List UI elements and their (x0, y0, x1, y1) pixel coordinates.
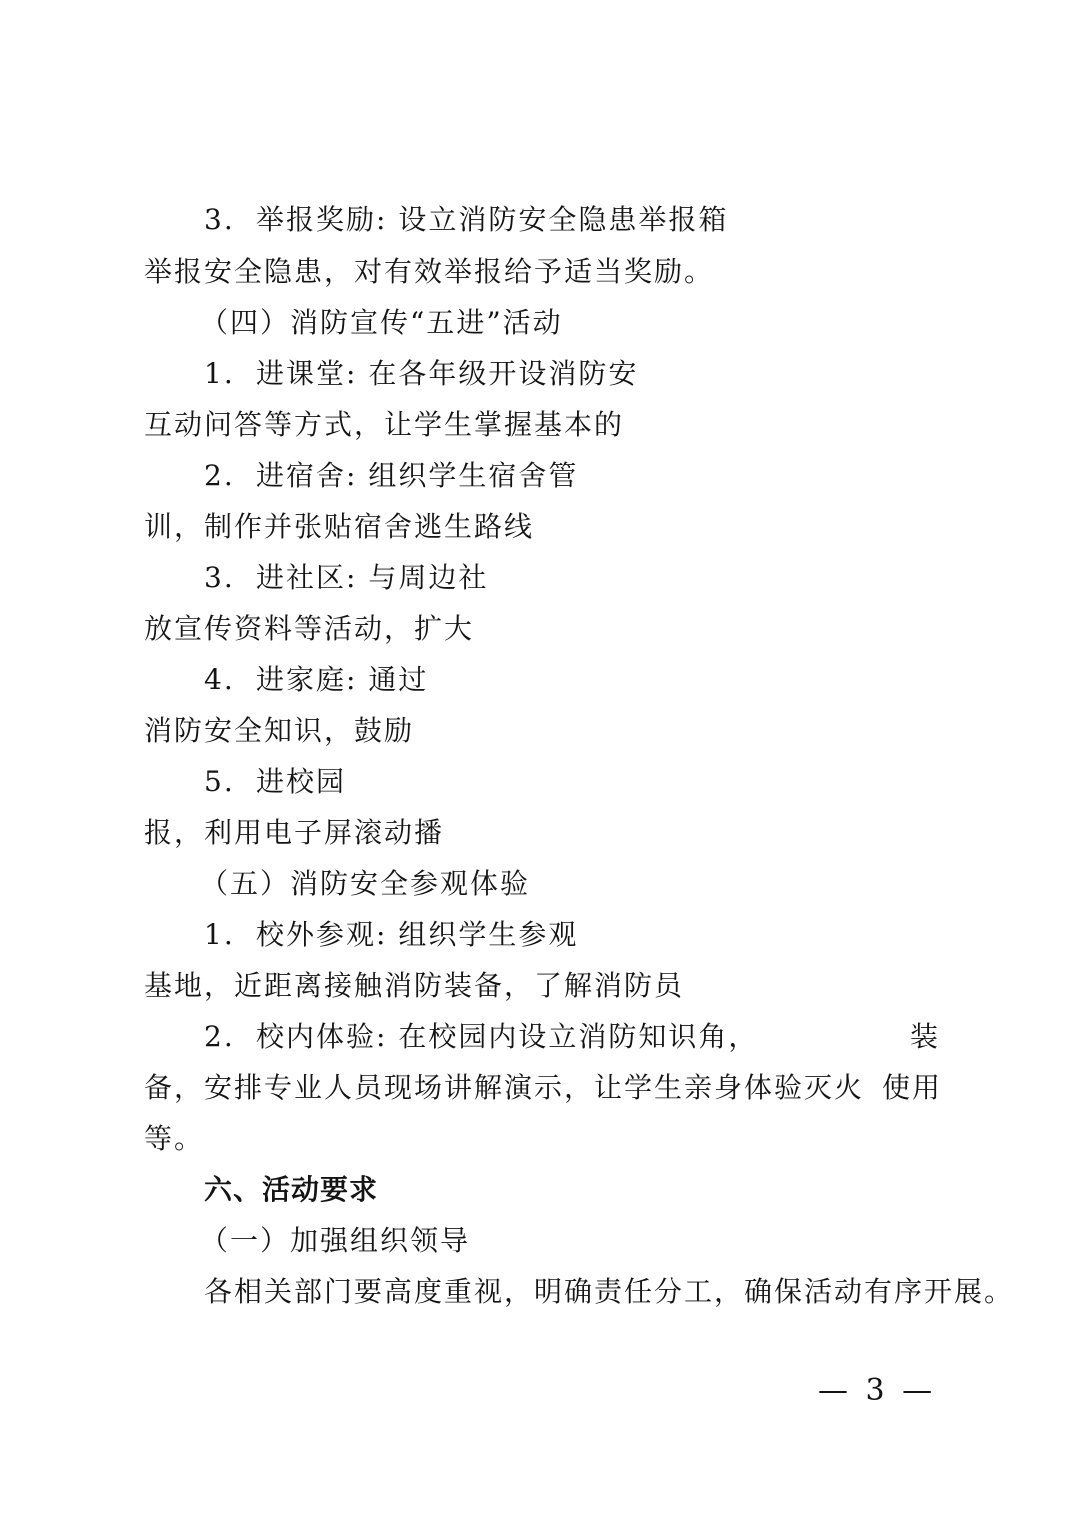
paragraph-text: 举报安全隐患，对有效举报给予适当奖励。 (144, 255, 715, 288)
paragraph-line (144, 714, 414, 748)
section-heading-text: （一）加强组织领导 (200, 1224, 471, 1257)
paragraph-text: 互动问答等方式，让学生掌握基本的 (144, 408, 625, 441)
list-number: 1. (204, 357, 235, 390)
paragraph-text: 训，制作并张贴宿舍逃生路线 (144, 510, 535, 543)
section-heading (200, 867, 530, 901)
paragraph-line (144, 1071, 864, 1105)
list-item (204, 203, 728, 237)
section-heading-text: （五）消防安全参观体验 (200, 867, 531, 900)
list-number: 1. (204, 918, 235, 951)
chapter-heading-text: 六、活动要求 (204, 1173, 379, 1206)
paragraph-text: 各相关部门要高度重视，明确责任分工，确保活动有序开展。 (204, 1275, 1015, 1308)
paragraph-line (144, 612, 474, 646)
list-item (204, 765, 346, 799)
paragraph-line (144, 408, 624, 442)
paragraph-line-tail (910, 1020, 940, 1054)
page-number: — 3 — (818, 1373, 937, 1408)
list-number: 3. (204, 203, 235, 236)
list-text: 举报奖励: 设立消防安全隐患举报箱 (256, 203, 729, 236)
paragraph-line (144, 1122, 204, 1156)
paragraph-line (204, 1275, 1014, 1309)
list-text: 进宿舍: 组织学生宿舍管 (256, 459, 579, 492)
paragraph-text: 报，利用电子屏滚动播 (144, 816, 445, 849)
list-number: 3. (204, 561, 235, 594)
paragraph-text: 等。 (144, 1122, 205, 1155)
list-item (204, 1020, 758, 1054)
section-heading (200, 1224, 470, 1258)
list-text: 进家庭: 通过 (256, 663, 429, 696)
paragraph-text: 放宣传资料等活动，扩大 (144, 612, 475, 645)
list-text: 进课堂: 在各年级开设消防安 (256, 357, 639, 390)
paragraph-text: 备，安排专业人员现场讲解演示，让学生亲身体验灭火 (144, 1071, 865, 1104)
paragraph-line (144, 510, 534, 544)
paragraph-text: 基地，近距离接触消防装备，了解消防员 (144, 969, 685, 1002)
paragraph-tail-text: 装 (910, 1020, 941, 1053)
list-item (204, 663, 428, 697)
paragraph-tail-text: 使用 (882, 1071, 943, 1104)
list-number: 2. (204, 459, 235, 492)
paragraph-line-tail (882, 1071, 942, 1105)
list-text: 进社区: 与周边社 (256, 561, 489, 594)
list-text: 校内体验: 在校园内设立消防知识角， (256, 1020, 759, 1053)
paragraph-text: 消防安全知识，鼓励 (144, 714, 415, 747)
paragraph-line (144, 255, 714, 289)
list-item (204, 459, 578, 493)
list-item (204, 561, 488, 595)
chapter-heading (204, 1173, 378, 1207)
paragraph-line (144, 969, 684, 1003)
list-number: 4. (204, 663, 235, 696)
list-text: 校外参观: 组织学生参观 (256, 918, 579, 951)
section-heading (200, 306, 563, 340)
list-item (204, 357, 638, 391)
list-item (204, 918, 578, 952)
paragraph-line (144, 816, 444, 850)
section-heading-text: （四）消防宣传“五进”活动 (200, 306, 563, 339)
list-text: 进校园 (256, 765, 347, 798)
list-number: 5. (204, 765, 235, 798)
list-number: 2. (204, 1020, 235, 1053)
